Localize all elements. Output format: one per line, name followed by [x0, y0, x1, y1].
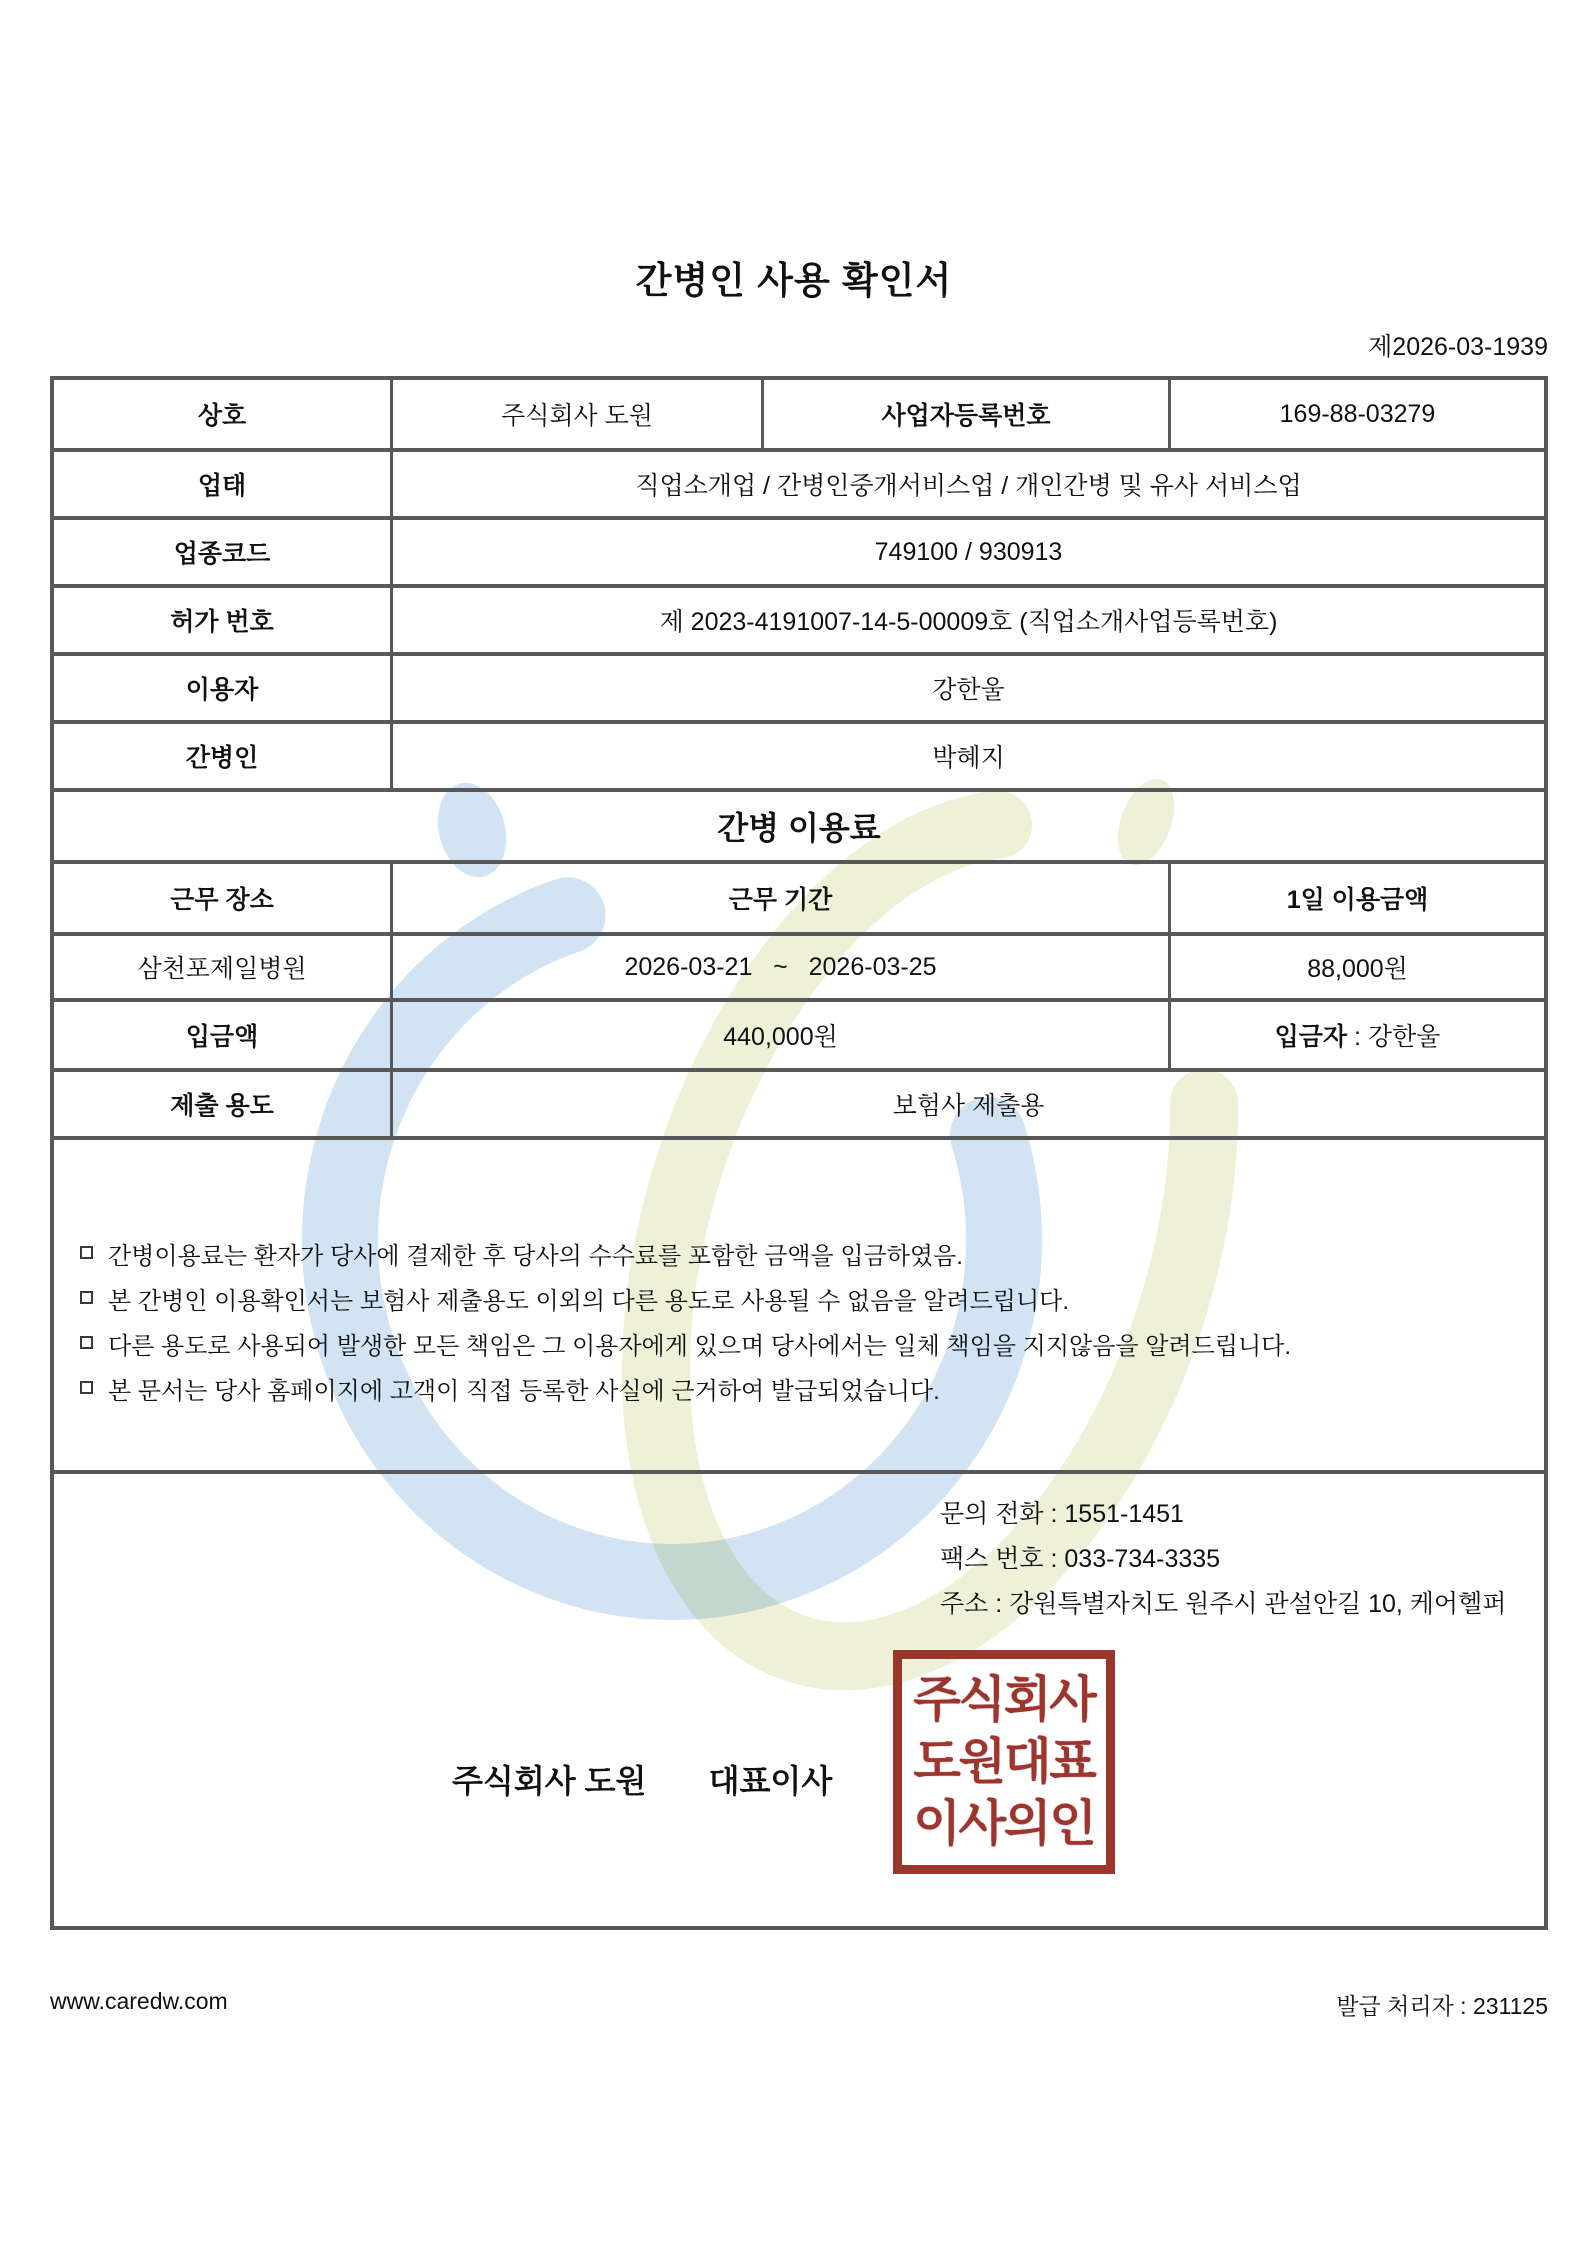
company-signature-text: 주식회사 도원 대표이사	[452, 1763, 833, 1799]
table-row-industry-code	[54, 516, 1544, 584]
fee-section-title: 간병 이용료	[717, 810, 881, 846]
table-row-caregiver	[54, 720, 1544, 788]
business-type-label: 업태	[197, 472, 247, 500]
note-item	[68, 1236, 1526, 1281]
note-item	[68, 1281, 1526, 1326]
user-label: 이용자	[185, 676, 259, 704]
page-title: 간병인 사용 확인서	[635, 260, 953, 301]
business-type-value: 직업소개업 / 간병인중개서비스업 / 개인간병 및 유사 서비스업	[390, 452, 1544, 516]
table-row-company	[54, 380, 1544, 448]
square-bullet-icon	[80, 1246, 93, 1259]
caregiver-label: 간병인	[185, 744, 259, 772]
work-place-value: 삼천포제일병원	[137, 955, 307, 983]
business-reg-no-label: 사업자등록번호	[761, 380, 1168, 448]
business-reg-no-value: 169-88-03279	[1168, 380, 1544, 448]
contact-fax: 팩스 번호 : 033-734-3335	[940, 1545, 1221, 1573]
depositor-name: : 강한울	[1347, 1023, 1441, 1051]
note-text: 간병이용료는 환자가 당사에 결제한 후 당사의 수수료를 포함한 금액을 입금하였음.	[108, 1243, 963, 1270]
signature-box	[54, 1474, 1544, 1926]
note-item	[68, 1371, 1526, 1416]
notes-box	[54, 1140, 1544, 1470]
purpose-row	[54, 1068, 1544, 1136]
table-row-business-type	[54, 448, 1544, 516]
square-bullet-icon	[80, 1381, 93, 1394]
permit-number-value: 제 2023-4191007-14-5-00009호 (직업소개사업등록번호)	[390, 588, 1544, 652]
seal-text-line: 이사의인	[913, 1797, 1095, 1851]
contact-address: 주소 : 강원특별자치도 원주시 관설안길 10, 케어헬퍼	[940, 1590, 1507, 1618]
caregiver-value: 박혜지	[390, 724, 1544, 788]
contact-block	[940, 1492, 1506, 1627]
seal-text-line: 주식회사	[913, 1673, 1095, 1727]
industry-code-value: 749100 / 930913	[390, 520, 1544, 584]
industry-code-label: 업종코드	[173, 540, 271, 568]
note-item	[68, 1326, 1526, 1371]
daily-amount-value: 88,000원	[1168, 936, 1544, 998]
square-bullet-icon	[80, 1336, 93, 1349]
signature-row	[54, 1470, 1544, 1926]
document-number: 제2026-03-1939	[1368, 333, 1548, 361]
deposit-amount: 440,000원	[390, 1002, 1168, 1068]
work-period-value: 2026-03-21 ~ 2026-03-25	[390, 936, 1168, 998]
depositor-label: 입금자	[1274, 1023, 1348, 1051]
contact-phone: 문의 전화 : 1551-1451	[940, 1500, 1184, 1528]
company-name-value: 주식회사 도원	[390, 380, 761, 448]
deposit-label: 입금액	[185, 1023, 259, 1051]
notes-row	[54, 1136, 1544, 1470]
fee-section-header-row	[54, 788, 1544, 860]
company-name-label: 상호	[197, 402, 247, 430]
fee-column-header-row	[54, 860, 1544, 932]
confirmation-table	[50, 376, 1548, 1930]
table-row-user	[54, 652, 1544, 720]
user-value: 강한울	[390, 656, 1544, 720]
corporate-seal-stamp	[893, 1650, 1115, 1874]
daily-amount-header: 1일 이용금액	[1168, 864, 1544, 932]
square-bullet-icon	[80, 1291, 93, 1304]
table-row-permit-number	[54, 584, 1544, 652]
note-text: 본 문서는 당사 홈페이지에 고객이 직접 등록한 사실에 근거하여 발급되었습니다.	[108, 1378, 940, 1405]
seal-text-line: 도원대표	[913, 1735, 1095, 1789]
note-text: 다른 용도로 사용되어 발생한 모든 책임은 그 이용자에게 있으며 당사에서는 일체 책임을 지지않음을 알려드립니다.	[108, 1333, 1291, 1360]
depositor-cell	[1168, 1002, 1544, 1068]
work-period-header: 근무 기간	[390, 864, 1168, 932]
permit-number-label: 허가 번호	[170, 608, 274, 636]
deposit-row	[54, 998, 1544, 1068]
purpose-label: 제출 용도	[170, 1092, 274, 1120]
fee-data-row	[54, 932, 1544, 998]
issuer-id: 발급 처리자 : 231125	[1336, 1993, 1548, 2019]
note-text: 본 간병인 이용확인서는 보험사 제출용도 이외의 다른 용도로 사용될 수 없음을 알려드립니다.	[108, 1288, 1070, 1315]
work-place-header: 근무 장소	[170, 886, 274, 914]
purpose-value: 보험사 제출용	[390, 1072, 1544, 1136]
website-url: www.caredw.com	[50, 1988, 228, 2014]
